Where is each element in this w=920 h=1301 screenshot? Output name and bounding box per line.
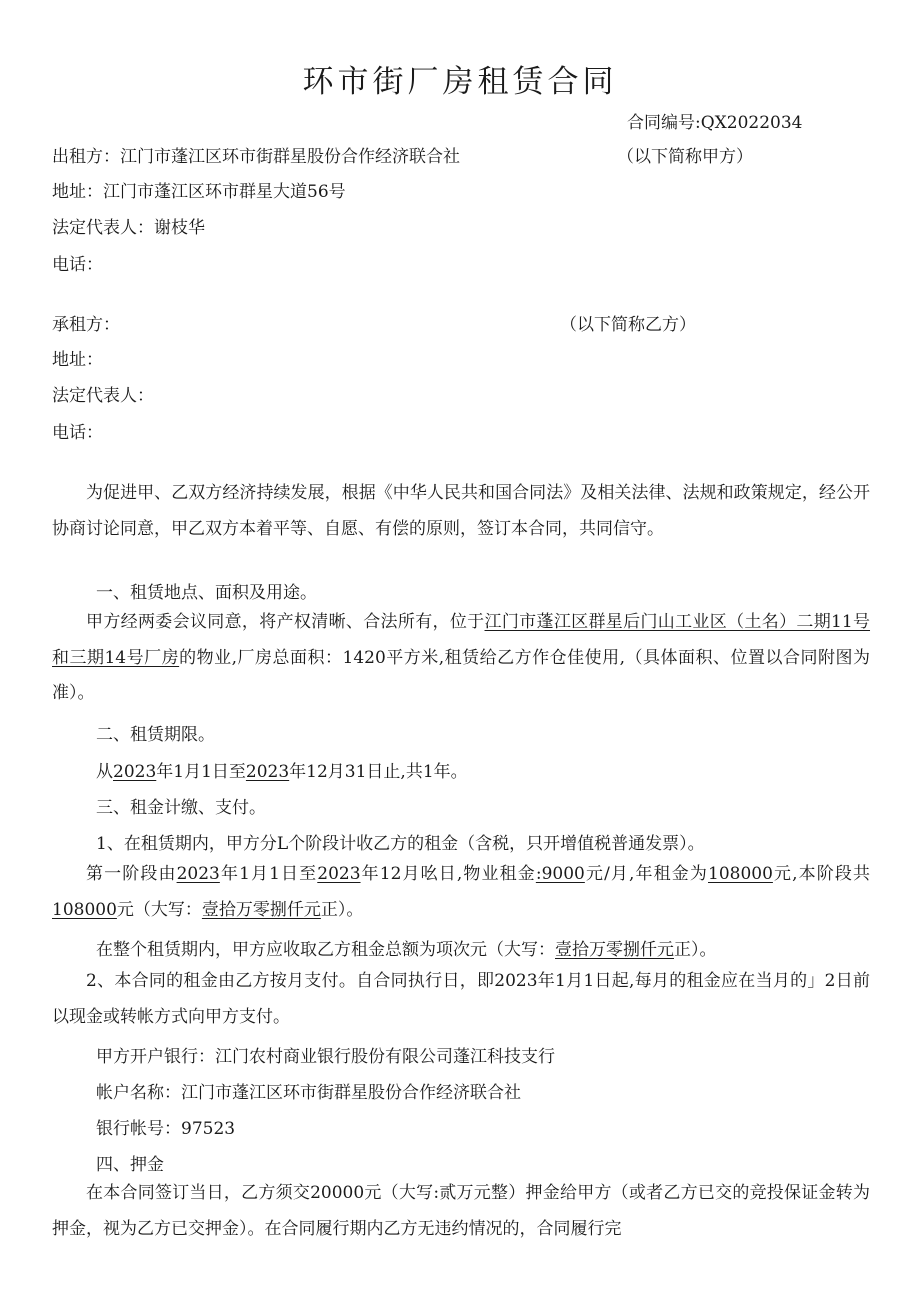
stage-text-2: 年1月1日至	[219, 864, 318, 884]
document-title: 环市街厂房租赁合同	[302, 64, 618, 100]
lessee-abbreviation: （以下简称乙方）	[560, 315, 696, 335]
rent-item-1: 1、在租赁期内，甲方分L个阶段计收乙方的租金（含税，只开增值税普通发票）。	[96, 834, 705, 854]
term-text-2: 年1月1日至	[156, 762, 246, 782]
rent-total-line	[96, 935, 717, 960]
section-1-paragraph	[52, 605, 870, 712]
deposit-paragraph: 在本合同签订当日，乙方须交20000元（大写:贰万元整）押金给甲方（或者乙方已交的竞投保证金转为押金，视为乙方已交押金）。在合同履行期内乙方无违约情况的，合同履行完	[52, 1183, 870, 1239]
term-start-year: 2023	[113, 762, 157, 782]
term-text-3: 年12月31日止,共1年。	[289, 762, 468, 782]
stage-start-year: 2023	[176, 864, 220, 884]
stage-text-3: 年12月吆日,物业租金	[360, 864, 536, 884]
lease-term-line	[96, 757, 468, 782]
rent-item-2: 2、本合同的租金由乙方按月支付。自合同执行日，即2023年1月1日起,每月的租金应在当月的」2日前以现金或转帐方式向甲方支付。	[52, 971, 870, 1027]
section-3-heading: 三、租金计缴、支付。	[96, 798, 266, 818]
contract-number: 合同编号:QX2022034	[627, 113, 803, 133]
stage-text-7: 正）。	[320, 899, 364, 920]
term-end-year: 2023	[245, 762, 290, 782]
annual-rent: 108000	[708, 864, 773, 884]
rent-stage-paragraph	[52, 857, 870, 928]
lessor-name: 出租方：江门市蓬江区环市街群星股份合作经济联合社	[52, 147, 460, 167]
stage-text-5: 元,本阶段共	[772, 864, 870, 884]
section-1-text-a: 甲方经两委会议同意，将产权清晰、合法所有，位于	[86, 612, 485, 632]
intro-paragraph: 为促进甲、乙双方经济持续发展，根据《中华人民共和国合同法》及相关法律、法规和政策规定，经公开协商讨论同意，甲乙双方本着平等、自愿、有偿的原则，签订本合同，共同信守。	[52, 483, 870, 539]
term-text-1: 从	[96, 762, 113, 782]
account-number: 银行帐号：97523	[96, 1119, 236, 1139]
bank-name: 甲方开户银行：江门农村商业银行股份有限公司蓬江科技支行	[96, 1047, 555, 1067]
total-text-1: 在整个租赁期内，甲方应收取乙方租金总额为项次元（大写：	[96, 940, 555, 960]
lessee-representative: 法定代表人：	[52, 386, 154, 406]
section-1-heading: 一、租赁地点、面积及用途。	[96, 583, 317, 603]
total-text-2: 正）。	[674, 940, 717, 960]
premises-location: 江门市蓬江区群星后门山工业区（土名）二期11号和三期14号厂房	[52, 612, 871, 668]
rent-total-words: 壹拾万零捌仟元	[555, 940, 674, 960]
stage-total: 108000	[52, 899, 117, 920]
section-1-text-b: 的物业,厂房总面积：1420平方米,租赁给乙方作仓佳使用,（具体面积、位置以合同附图为准）。	[52, 647, 870, 703]
monthly-rent: :9000	[535, 864, 585, 884]
stage-total-words: 壹拾万零捌仟元	[201, 899, 321, 920]
section-2-heading: 二、租赁期限。	[96, 725, 215, 745]
lessee-name: 承租方：	[52, 315, 120, 335]
section-4-heading: 四、押金	[96, 1155, 164, 1175]
lessee-address: 地址：	[52, 350, 103, 370]
account-name: 帐户名称：江门市蓬江区环市街群星股份合作经济联合社	[96, 1083, 521, 1103]
lessor-address: 地址：江门市蓬江区环市群星大道56号	[52, 182, 346, 202]
lessor-phone: 电话：	[52, 255, 103, 275]
lessor-abbreviation: （以下简称甲方）	[617, 147, 753, 167]
stage-text-6: 元（大写：	[116, 899, 202, 920]
stage-end-year: 2023	[317, 864, 361, 884]
lessee-phone: 电话：	[52, 423, 103, 443]
stage-text-1: 第一阶段由	[86, 864, 177, 884]
stage-text-4: 元/月,年租金为	[584, 864, 708, 884]
lessor-representative: 法定代表人：谢枝华	[52, 218, 205, 238]
